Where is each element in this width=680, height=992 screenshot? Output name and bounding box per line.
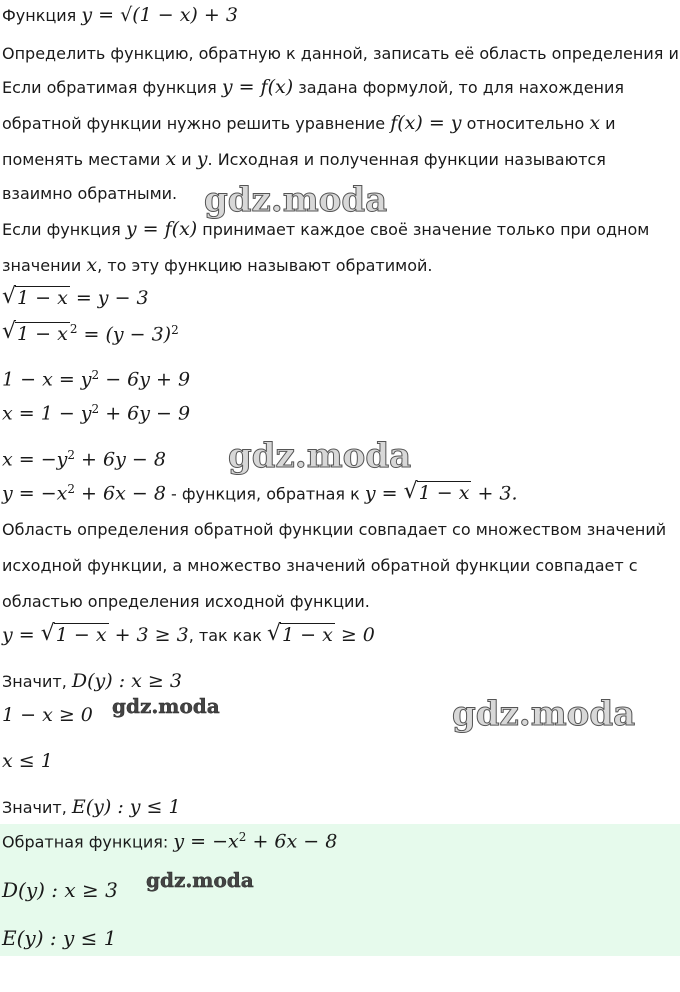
step-1: √ 1 − x = y − 3 xyxy=(2,287,149,309)
problem-title: Функция y = √(1 − x) + 3 xyxy=(2,4,238,26)
explain-line-3: областью определения исходной функции. xyxy=(2,592,370,611)
watermark-logo: gdz.moda xyxy=(146,868,254,892)
watermark-logo: gdz.moda xyxy=(112,694,220,718)
explain-line-1: Область определения обратной функции совпадает со множеством значений xyxy=(2,520,667,539)
title-formula: y = √(1 − x) + 3 xyxy=(81,4,238,26)
answer-range: E(y) : y ≤ 1 xyxy=(2,926,117,950)
theory-line-1: Если обратимая функция y = f(x) задана формулой, то для нахождения xyxy=(2,76,625,98)
inequality-2: x ≤ 1 xyxy=(2,750,53,772)
step-3: $1 - x = y^2 - 6y + 9$ xyxy=(2,368,191,391)
inequality-1: 1 − x ≥ 0 xyxy=(2,704,93,726)
range-line: y = √ 1 − x + 3 ≥ 3, так как √ 1 − x ≥ 0 xyxy=(2,624,375,646)
watermark-logo: gdz.moda xyxy=(452,694,636,734)
watermark-logo: gdz.moda xyxy=(204,180,388,220)
domain-conclusion: Значит, D(y) : x ≥ 3 xyxy=(2,670,182,692)
theory-line-5: Если функция y = f(x) принимает каждое своё значение только при одном xyxy=(2,218,650,240)
theory-line-6: значении x, то эту функцию называют обратимой. xyxy=(2,254,433,276)
theory-line-2: обратной функции нужно решить уравнение f(x) = y относительно x и xyxy=(2,112,616,134)
answer-function: Обратная функция: $y = -x^2 + 6x - 8$ xyxy=(2,830,338,853)
task-text: Определить функцию, обратную к данной, записать её область определения и xyxy=(2,44,679,63)
range-conclusion: Значит, E(y) : y ≤ 1 xyxy=(2,796,181,818)
step-4: $x = 1 - y^2 + 6y - 9$ xyxy=(2,402,191,425)
step-6: $y = -x^2 + 6x - 8$ - функция, обратная к y = √ 1 − x + 3. xyxy=(2,482,518,504)
explain-line-2: исходной функции, а множество значений обратной функции совпадает с xyxy=(2,556,638,575)
answer-domain: D(y) : x ≥ 3 xyxy=(2,878,118,902)
watermark-logo: gdz.moda xyxy=(228,436,412,476)
theory-line-3: поменять местами x и y. Исходная и полученная функции называются xyxy=(2,148,606,170)
step-2: √ 1 − x $^2 = (y - 3)^2$ xyxy=(2,322,179,345)
theory-line-4: взаимно обратными. xyxy=(2,184,178,203)
step-5: $x = -y^2 + 6y - 8$ xyxy=(2,448,166,471)
